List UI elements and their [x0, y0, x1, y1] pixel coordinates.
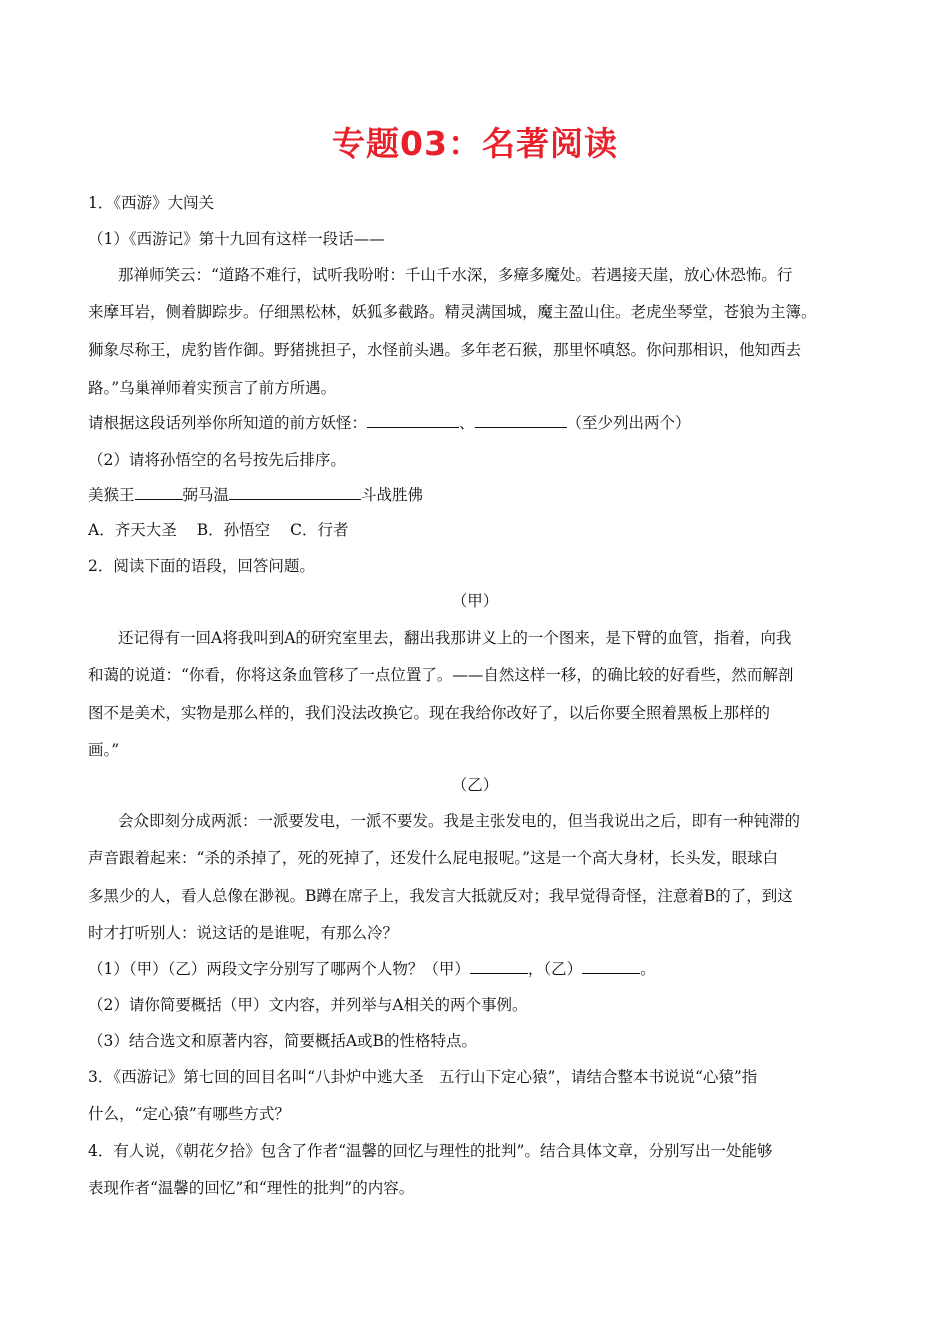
q2-sub1	[88, 959, 656, 979]
q2-yi-line: 时才打听别人：说这话的是谁呢，有那么冷？	[88, 924, 399, 942]
q1-prompt-note: （至少列出两个）	[566, 414, 691, 432]
answer-blank[interactable]	[229, 485, 361, 500]
q1-passage-line: 狮象尽称王，虎豹皆作御。野猪挑担子，水怪前头遇。多年老石猴，那里怀嗔怒。你问那相识，他知西去	[88, 341, 802, 359]
q2-sub1-text: （1）（甲）（乙）两段文字分别写了哪两个人物？（甲）	[88, 960, 470, 978]
answer-blank[interactable]	[135, 485, 183, 500]
q2-sub2: （2）请你简要概括（甲）文内容，并列举与A相关的两个事例。	[88, 996, 528, 1014]
q2-sub1-text: 。	[640, 960, 656, 978]
q1-passage-line: 来摩耳岩，侧着脚踪步。仔细黑松林，妖狐多截路。精灵满国城，魔主盈山住。老虎坐琴堂，苍狼为主簿。	[88, 303, 817, 321]
q1-sub2: （2）请将孙悟空的名号按先后排序。	[88, 451, 346, 469]
q2-yi-line: 声音跟着起来：“杀的杀掉了，死的死掉了，还发什么屁电报呢。”这是一个高大身材，长头发，眼球白	[88, 849, 779, 867]
q1-order-row	[88, 485, 423, 505]
page-title: 专题03：名著阅读	[332, 124, 618, 163]
q2-sub3: （3）结合选文和原著内容，简要概括A或B的性格特点。	[88, 1032, 477, 1050]
order-item-1: 美猴王	[88, 486, 135, 504]
q2-sub1-text: ，（乙）	[527, 960, 583, 978]
q1-passage-line: 路。”乌巢禅师着实预言了前方所遇。	[88, 379, 337, 397]
q1-prompt	[88, 413, 691, 433]
q2-jia-line: 图不是美术，实物是那么样的，我们没法改换它。现在我给你改好了，以后你要全照着黑板上那样的	[88, 704, 771, 722]
q1-heading: 1．《西游》大闯关	[88, 194, 215, 212]
q1-options	[88, 520, 348, 540]
q1-sub1: （1）《西游记》第十九回有这样一段话——	[88, 230, 385, 248]
order-item-2: 弼马温	[182, 486, 230, 504]
q2-jia-label: （甲）	[451, 592, 499, 610]
answer-blank[interactable]	[367, 413, 459, 428]
order-item-3: 斗战胜佛	[361, 486, 424, 504]
q2-jia-line: 和蔼的说道：“你看，你将这条血管移了一点位置了。——自然这样一移，的确比较的好看些，然而解剖	[88, 666, 794, 684]
q2-jia-line: 画。”	[88, 741, 120, 759]
q2-yi-line: 多黑少的人，看人总像在渺视。B蹲在席子上，我发言大抵就反对；我早觉得奇怪，注意着B的了，到这	[88, 887, 793, 905]
q1-prompt-text: 请根据这段话列举你所知道的前方妖怪：	[88, 414, 368, 432]
option-a: A．齐天大圣	[88, 521, 177, 539]
q3-line: 3．《西游记》第七回的回目名叫“八卦炉中逃大圣 五行山下定心猿”，请结合整本书说说“心猿”指	[88, 1068, 758, 1086]
q2-jia-line: 还记得有一回A将我叫到A的研究室里去，翻出我那讲义上的一个图来，是下臂的血管，指着，向我	[118, 629, 792, 647]
q4-line: 4．有人说，《朝花夕拾》包含了作者“温馨的回忆与理性的批判”。结合具体文章，分别写出一处能够	[88, 1142, 773, 1160]
answer-blank[interactable]	[475, 413, 567, 428]
answer-blank[interactable]	[470, 959, 528, 974]
q1-prompt-sep: 、	[459, 414, 475, 432]
option-c: C．行者	[290, 521, 349, 539]
q2-yi-label: （乙）	[451, 776, 499, 794]
q2-heading: 2．阅读下面的语段，回答问题。	[88, 557, 315, 575]
q2-yi-line: 会众即刻分成两派：一派要发电，一派不要发。我是主张发电的，但当我说出之后，即有一种钝滞的	[118, 812, 801, 830]
q1-passage-line: 那禅师笑云：“道路不难行，试听我吩咐：千山千水深，多瘴多魔处。若遇接天崖，放心休恐怖。行	[118, 266, 793, 284]
option-b: B．孙悟空	[196, 521, 271, 539]
q3-line: 什么，“定心猿”有哪些方式？	[88, 1105, 290, 1123]
q4-line: 表现作者“温馨的回忆”和“理性的批判”的内容。	[88, 1179, 415, 1197]
answer-blank[interactable]	[582, 959, 640, 974]
